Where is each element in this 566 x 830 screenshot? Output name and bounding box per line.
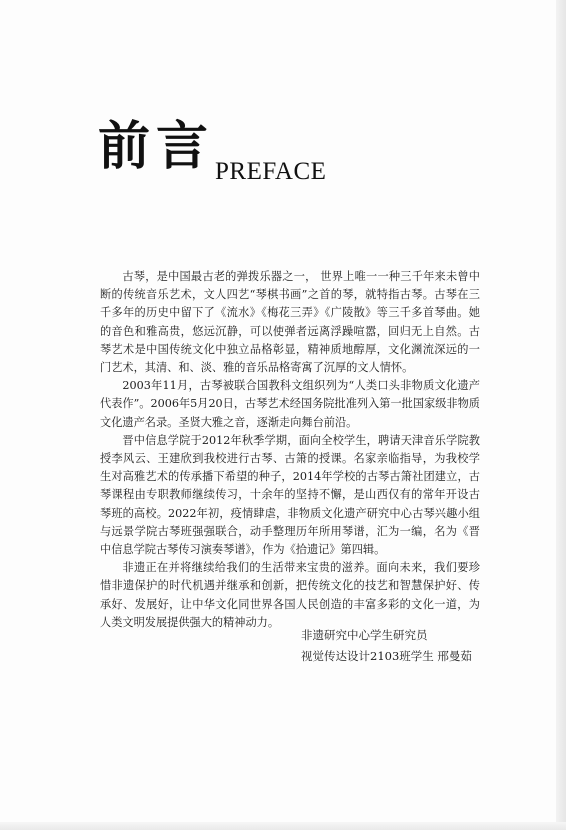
preface-body — [100, 268, 480, 632]
page-edge-bottom — [0, 822, 566, 830]
page-title-chinese: 前言 — [98, 116, 215, 177]
page-title-english: PREFACE — [215, 158, 327, 185]
paragraph-future: 非遗正在并将继续给我们的生活带来宝贵的滋养。面向未来，我们要珍惜非遗保护的时代机遇并继承和创新，把传统文化的技艺和智慧保护好、传承好、发展好，让中华文化同世界各国人民创造的丰富多彩的文化一道，为人类文明发展提供强大的精神动力。 — [100, 561, 480, 629]
page-edge-right — [556, 0, 566, 830]
paragraph-unesco: 2003年11月，古琴被联合国教科文组织列为“人类口头非物质文化遗产代表作”。2006年5月20日，古琴艺术经国务院批准列入第一批国家级非物质文化遗产名录。圣贤大雅之音，逐渐走向舞台前沿。 — [100, 379, 480, 429]
signature-author: 视觉传达设计2103班学生 邢曼茹 — [301, 649, 472, 663]
signature-affiliation: 非遗研究中心学生研究员 — [301, 628, 428, 642]
author-signature — [301, 625, 472, 667]
paragraph-guqin-intro: 古琴，是中国最古老的弹拨乐器之一， 世界上唯一一种三千年来未曾中断的传统音乐艺术，文人四艺“琴棋书画”之首的琴，就特指古琴。古琴在三千多年的历史中留下了《流水》《梅花三弄》《广陵散》等三千多首琴曲。她的音色和雅高贵，悠远沉静，可以使弹者远离浮躁喧嚣，回归无上自然。古琴艺术是中国传统文化中独立品格彰显，精神质地醇厚，文化渊流深远的一门艺术，其清、和、淡、雅的音乐品格寄寓了沉厚的文人情怀。 — [100, 270, 480, 375]
paragraph-school-history: 晋中信息学院于2012年秋季学期，面向全校学生，聘请天津音乐学院教授李风云、王建欣到我校进行古琴、古箫的授课。名家亲临指导，为我校学生对高雅艺术的传承播下希望的种子，2014年学校的古琴古箫社团建立，古琴课程由专职教师继续传习，十余年的坚持不懈，是山西仅有的常年开设古琴班的高校。2022年初，疫情肆虐，非物质文化遗产研究中心古琴兴趣小组与远景学院古琴班强强联合，动手整理历年所用琴谱，汇为一编，名为《晋中信息学院古琴传习演奏琴谱》，作为《拾遗记》第四辑。 — [100, 433, 480, 557]
